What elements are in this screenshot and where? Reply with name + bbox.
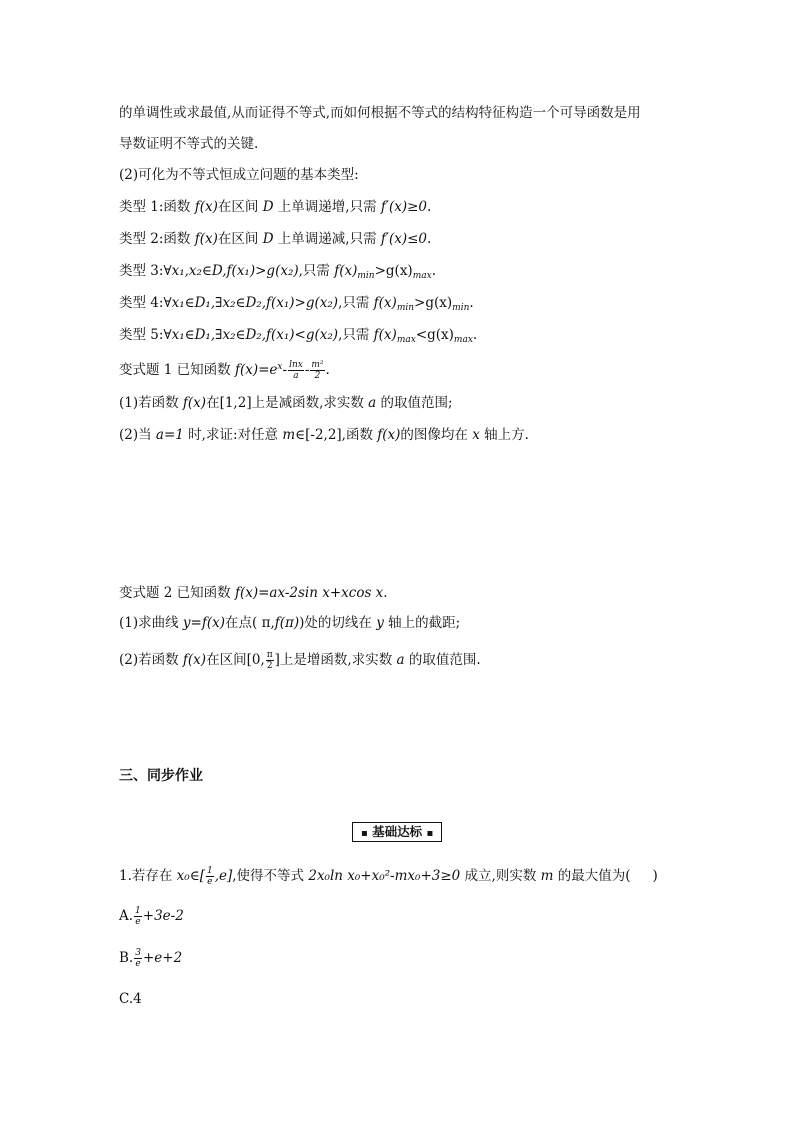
variant-1-question-1: (1)若函数 f(x)在[1,2]上是减函数,求实数 a 的取值范围; (119, 395, 453, 411)
fraction: $\frac{1}{e}$ (206, 866, 213, 887)
variant-1-statement: 变式题 1 已知函数 $f(x)=e^x-$ $\frac{\ln x}{a}$ - $\frac{\text{m²}}{2}$ . (119, 360, 330, 381)
type-4-line: 类型 4:∀x₁∈D₁,∃x₂∈D₂,f(x₁)>g(x₂),只需 $f(x)_{min}>g(x)_{min}$. (119, 295, 474, 313)
variant-1-question-2: (2)当 a=1 时,求证:对任意 m∈[-2,2],函数 f(x)的图像均在 x 轴上方. (119, 427, 529, 443)
exercise-1: 1.若存在 x₀∈[ $\frac{1}{e}$ ,e],使得不等式 2x₀ln x₀+x₀²-mx₀+3≥0 成立,则实数 m 的最大值为( ) (119, 866, 658, 887)
variant-2-statement: 变式题 2 已知函数 f(x)=ax-2sin x+xcos x. (119, 585, 388, 601)
fraction: $\frac{1}{e}$ (135, 906, 141, 927)
section-badge (352, 822, 442, 842)
option-a: A. $\frac{1}{e}$ +3e-2 (119, 906, 184, 927)
option-c: C.4 (119, 991, 142, 1007)
fraction: $\frac{\text{m²}}{2}$ (311, 360, 324, 381)
square-bullet-icon: ▪ (361, 828, 368, 839)
paragraph-line: (2)可化为不等式恒成立问题的基本类型: (119, 167, 359, 183)
variant-2-question-1: (1)求曲线 y=f(x)在点( π,f(π))处的切线在 y 轴上的截距; (119, 615, 461, 631)
type-2-line: 类型 2:函数 f(x)在区间 D 上单调递减,只需 f′(x)≤0. (119, 231, 432, 247)
option-b: B. $\frac{3}{e}$ +e+2 (119, 948, 183, 969)
section-title: 三、同步作业 (119, 768, 203, 784)
square-bullet-icon: ▪ (426, 828, 434, 839)
variant-2-question-2: (2)若函数 f(x)在区间[0, $\frac{\pi}{2}$ ]上是增函数,求实数 a 的取值范围. (119, 650, 481, 671)
paragraph-line: 的单调性或求最值,从而证得不等式,而如何根据不等式的结构特征构造一个可导函数是用 (119, 105, 641, 121)
type-5-line: 类型 5:∀x₁∈D₁,∃x₂∈D₂,f(x₁)<g(x₂),只需 $f(x)_{max}<g(x)_{max}$. (119, 327, 478, 345)
badge-label: 基础达标 (372, 824, 423, 839)
paragraph-line: 导数证明不等式的关键. (119, 136, 259, 152)
fraction: $\frac{3}{e}$ (135, 948, 141, 969)
type-1-line: 类型 1:函数 f(x)在区间 D 上单调递增,只需 f′(x)≥0. (119, 199, 432, 215)
fraction: $\frac{\ln x}{a}$ (289, 360, 303, 381)
type-3-line: 类型 3:∀x₁,x₂∈D,f(x₁)>g(x₂),只需 $f(x)_{min}>g(x)_{max}$. (119, 263, 436, 281)
fraction: $\frac{\pi}{2}$ (266, 650, 273, 671)
